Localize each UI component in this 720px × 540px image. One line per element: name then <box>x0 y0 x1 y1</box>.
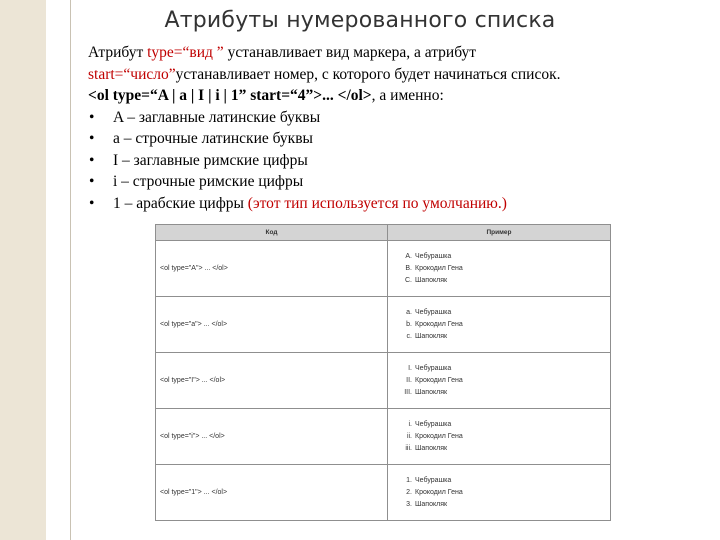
example-marker: 2. <box>406 488 412 496</box>
example-item-text: Шапокляк <box>415 444 448 452</box>
example-list-item <box>400 431 609 443</box>
example-item-text: Крокодил Гена <box>415 376 463 384</box>
example-item-text: Шапокляк <box>415 388 448 396</box>
table-row <box>156 297 611 353</box>
example-list-item <box>400 499 609 511</box>
example-item-text: Шапокляк <box>415 276 448 284</box>
type-attribute: type=“вид ” <box>147 44 224 61</box>
list-item-text: i – строчные римские цифры <box>113 173 304 190</box>
example-marker: iii. <box>405 444 412 452</box>
list-item-text: A – заглавные латинские буквы <box>113 108 321 126</box>
example-item-text: Крокодил Гена <box>415 432 463 440</box>
list-item <box>88 107 713 129</box>
example-item-text: Шапокляк <box>415 500 448 508</box>
intro-text: Атрибут <box>88 44 148 61</box>
example-list-item <box>400 375 609 387</box>
example-marker: i. <box>408 420 412 428</box>
intro-line-3 <box>88 85 713 107</box>
list-item-text: a – строчные латинские буквы <box>113 130 313 147</box>
example-list <box>400 251 609 287</box>
marker-types-list <box>88 107 713 215</box>
example-list-item <box>400 251 609 263</box>
slide-title: Атрибуты нумерованного списка <box>164 8 556 33</box>
example-list-item <box>400 419 609 431</box>
example-marker: c. <box>406 332 412 340</box>
example-cell <box>388 409 611 465</box>
example-marker: a. <box>406 308 412 316</box>
example-item-text: Крокодил Гена <box>415 320 463 328</box>
example-marker: A. <box>405 252 412 260</box>
example-cell <box>388 241 611 297</box>
column-header-code: Код <box>156 225 388 241</box>
intro-text: устанавливает номер, с которого будет начинаться список. <box>175 65 561 83</box>
code-cell: <ol type="a"> ... </ol> <box>156 297 388 353</box>
example-marker: I. <box>408 364 412 372</box>
example-cell <box>388 465 611 521</box>
list-item <box>88 150 713 172</box>
example-marker: b. <box>406 320 412 328</box>
list-item <box>88 193 713 215</box>
intro-line-1 <box>88 42 713 64</box>
example-cell <box>388 353 611 409</box>
list-item <box>88 171 713 193</box>
example-item-text: Крокодил Гена <box>415 264 463 272</box>
example-list <box>400 307 609 343</box>
list-item <box>88 128 713 150</box>
example-list-item <box>400 475 609 487</box>
table-row <box>156 241 611 297</box>
list-item-text: I – заглавные римские цифры <box>113 151 308 169</box>
example-item-text: Крокодил Гена <box>415 488 463 496</box>
example-item-text: Чебурашка <box>415 308 452 316</box>
table-row <box>156 465 611 521</box>
example-list <box>400 363 609 399</box>
decorative-divider-line <box>70 0 71 540</box>
example-item-text: Чебурашка <box>415 476 452 484</box>
example-marker: B. <box>405 264 412 272</box>
example-list <box>400 475 609 511</box>
table-header-row <box>156 225 611 241</box>
example-item-text: Чебурашка <box>415 364 452 372</box>
example-item-text: Чебурашка <box>415 420 452 428</box>
table-row <box>156 409 611 465</box>
intro-text: , а именно: <box>371 87 444 104</box>
decorative-side-band <box>0 0 46 540</box>
intro-line-2 <box>88 64 713 86</box>
example-marker: 3. <box>406 500 412 508</box>
example-marker: III. <box>404 388 412 396</box>
example-item-text: Шапокляк <box>415 332 448 340</box>
example-marker: C. <box>405 276 412 284</box>
example-marker: ii. <box>406 432 412 440</box>
example-marker: II. <box>406 376 412 384</box>
slide-content <box>88 42 713 214</box>
code-cell: <ol type="1"> ... </ol> <box>156 465 388 521</box>
code-cell: <ol type="I"> ... </ol> <box>156 353 388 409</box>
example-list-item <box>400 331 609 343</box>
example-list-item <box>400 319 609 331</box>
example-list-item <box>400 443 609 455</box>
column-header-example: Пример <box>388 225 611 241</box>
code-cell: <ol type="A"> ... </ol> <box>156 241 388 297</box>
example-item-text: Чебурашка <box>415 252 452 260</box>
start-attribute: start=“число” <box>88 65 176 83</box>
default-note: (этот тип используется по умолчанию.) <box>247 194 507 212</box>
example-marker: 1. <box>406 476 412 484</box>
example-list-item <box>400 487 609 499</box>
code-cell: <ol type="i"> ... </ol> <box>156 409 388 465</box>
example-list <box>400 419 609 455</box>
example-list-item <box>400 275 609 287</box>
example-list-item <box>400 363 609 375</box>
intro-text: устанавливает вид маркера, а атрибут <box>223 44 477 61</box>
example-list-item <box>400 307 609 319</box>
example-list-item <box>400 263 609 275</box>
table-body <box>156 241 611 521</box>
examples-table <box>155 224 611 521</box>
example-list-item <box>400 387 609 399</box>
list-item-text: 1 – арабские цифры <box>113 194 248 212</box>
example-cell <box>388 297 611 353</box>
table-row <box>156 353 611 409</box>
ol-code-example: <ol type=“A | a | I | i | 1” start=“4”>... </ol> <box>88 87 372 104</box>
